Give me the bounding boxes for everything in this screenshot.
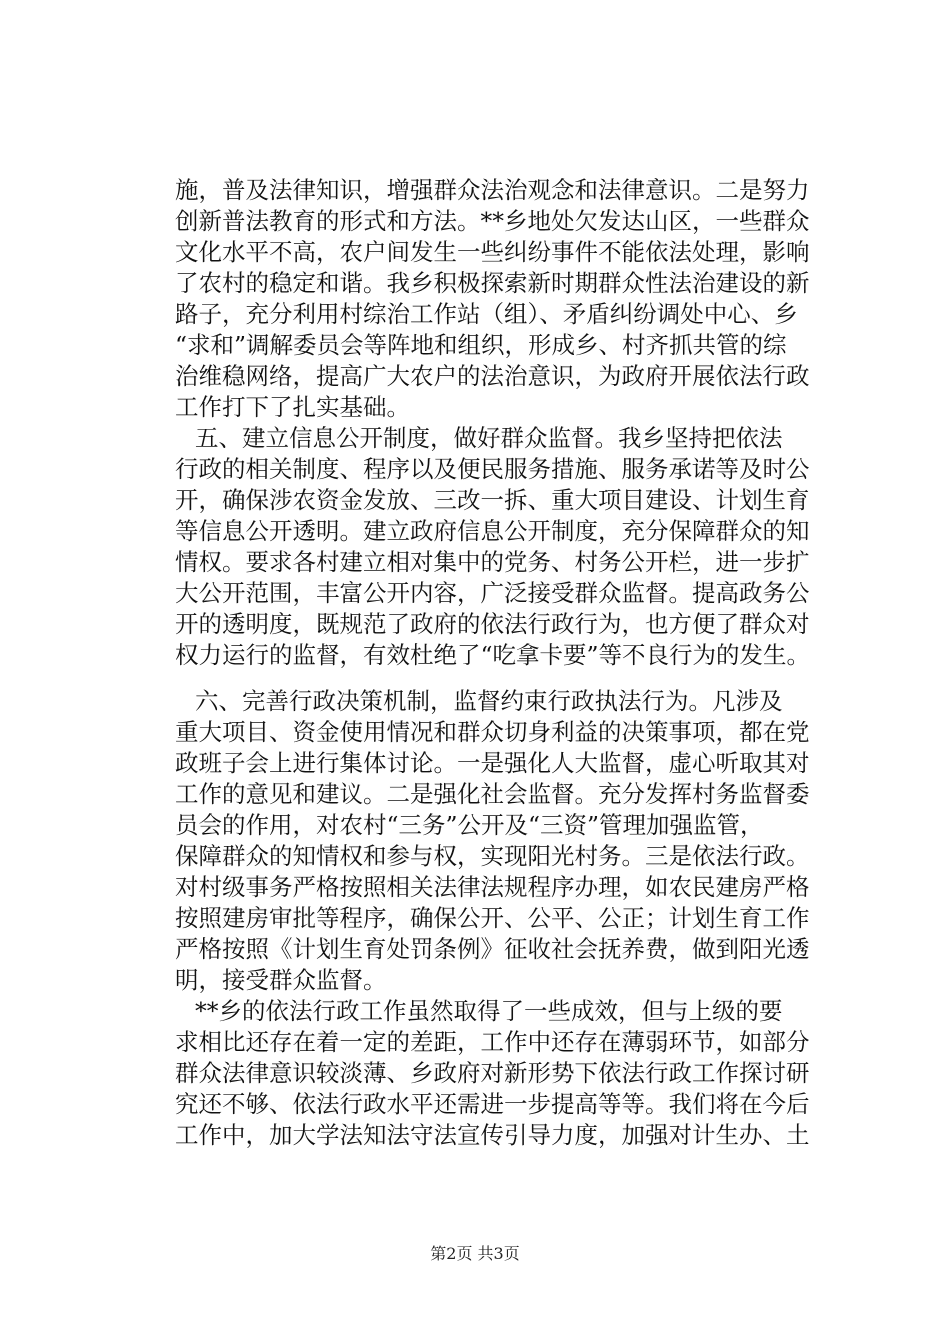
text-line: “求和”调解委员会等阵地和组织，形成乡、村齐抓共管的综 (175, 331, 787, 359)
paragraph-start-line: 五、建立信息公开制度，做好群众监督。我乡坚持把依法 (195, 424, 783, 452)
page-footer (0, 1241, 950, 1264)
paragraph-start-line: 六、完善行政决策机制，监督约束行政执法行为。凡涉及 (195, 687, 783, 715)
paragraph-start-line: **乡的依法行政工作虽然取得了一些成效，但与上级的要 (195, 997, 783, 1025)
text-line: 保障群众的知情权和参与权，实现阳光村务。三是依法行政。 (175, 842, 810, 870)
text-line: 了农村的稳定和谐。我乡积极探索新时期群众性法治建设的新 (175, 269, 810, 297)
text-line: 群众法律意识较淡薄、乡政府对新形势下依法行政工作探讨研 (175, 1059, 810, 1087)
text-line: 路子，充分利用村综治工作站（组）、矛盾纠纷调处中心、乡 (175, 300, 798, 328)
text-line: 权力运行的监督，有效杜绝了“吃拿卡要”等不良行为的发生。 (175, 641, 811, 669)
text-line: 创新普法教育的形式和方法。**乡地处欠发达山区，一些群众 (175, 207, 810, 235)
text-line: 施，普及法律知识，增强群众法治观念和法律意识。二是努力 (175, 176, 810, 204)
text-line: 工作打下了扎实基础。 (175, 393, 410, 421)
text-line: 求相比还存在着一定的差距，工作中还存在薄弱环节，如部分 (175, 1028, 810, 1056)
text-line: 开的透明度，既规范了政府的依法行政行为，也方便了群众对 (175, 610, 810, 638)
text-line: 文化水平不高，农户间发生一些纠纷事件不能依法处理，影响 (175, 238, 810, 266)
text-line: 明，接受群众监督。 (175, 966, 387, 994)
text-line: 等信息公开透明。建立政府信息公开制度，充分保障群众的知 (175, 517, 810, 545)
text-line: 情权。要求各村建立相对集中的党务、村务公开栏，进一步扩 (175, 548, 810, 576)
text-line: 工作的意见和建议。二是强化社会监督。充分发挥村务监督委 (175, 780, 810, 808)
text-line: 行政的相关制度、程序以及便民服务措施、服务承诺等及时公 (175, 455, 810, 483)
text-line: 治维稳网络，提高广大农户的法治意识，为政府开展依法行政 (175, 362, 810, 390)
text-line: 政班子会上进行集体讨论。一是强化人大监督，虚心听取其对 (175, 749, 810, 777)
text-line: 对村级事务严格按照相关法律法规程序办理，如农民建房严格 (175, 873, 810, 901)
document-body (175, 175, 835, 1151)
text-line: 开，确保涉农资金发放、三改一拆、重大项目建设、计划生育 (175, 486, 810, 514)
text-line: 究还不够、依法行政水平还需进一步提高等等。我们将在今后 (175, 1090, 810, 1118)
text-line: 严格按照《计划生育处罚条例》征收社会抚养费，做到阳光透 (175, 935, 810, 963)
text-line: 工作中，加大学法知法守法宣传引导力度，加强对计生办、土 (175, 1121, 810, 1149)
text-line: 按照建房审批等程序，确保公开、公平、公正；计划生育工作 (175, 904, 810, 932)
text-line: 重大项目、资金使用情况和群众切身利益的决策事项，都在党 (175, 718, 810, 746)
paragraph-gap (175, 671, 835, 686)
page-number-label: 第2页 共3页 (430, 1244, 520, 1263)
text-line: 大公开范围，丰富公开内容，广泛接受群众监督。提高政务公 (175, 579, 810, 607)
text-line: 员会的作用，对农村“三务”公开及“三资”管理加强监管， (175, 811, 764, 839)
